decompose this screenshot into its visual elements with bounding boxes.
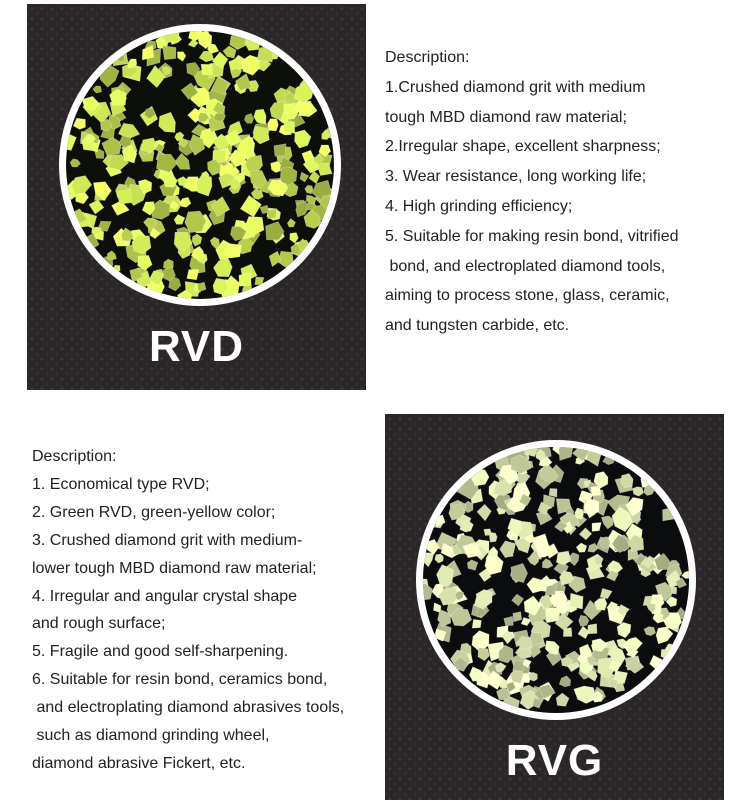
grit-crystal xyxy=(661,649,672,659)
rvg-description-line: 1. Economical type RVD; xyxy=(32,475,210,493)
grit-crystal xyxy=(255,277,264,285)
rvg-description xyxy=(32,443,344,778)
grit-crystal xyxy=(591,486,601,496)
grit-crystal xyxy=(117,53,125,62)
grit-crystal xyxy=(545,585,556,596)
rvg-description-line: 4. Irregular and angular crystal shape xyxy=(32,587,298,605)
rvd-description-line: 3. Wear resistance, long working life; xyxy=(385,168,647,186)
rvd-description-line: 1.Crushed diamond grit with medium xyxy=(385,78,646,96)
rvd-description-line: tough MBD diamond raw material; xyxy=(385,108,627,126)
rvd-description-line: 2.Irregular shape, excellent sharpness; xyxy=(385,138,661,156)
rvg-description-line: 2. Green RVD, green-yellow color; xyxy=(32,503,276,521)
grit-crystal xyxy=(267,119,278,131)
grit-crystal xyxy=(239,273,251,286)
rvd-description-line: aiming to process stone, glass, ceramic, xyxy=(385,287,670,305)
grit-crystal xyxy=(641,477,652,487)
grit-crystal xyxy=(513,661,525,672)
rvd-product-label: RVD xyxy=(148,322,245,371)
rvg-microscope-view xyxy=(416,440,696,720)
rvg-product-label: RVG xyxy=(505,736,604,785)
grit-crystal xyxy=(268,209,277,219)
grit-crystal xyxy=(92,227,102,235)
grit-crystal xyxy=(274,144,286,156)
rvg-description-line: 3. Crushed diamond grit with medium- xyxy=(32,531,303,549)
rvd-grit-photo xyxy=(59,24,341,306)
rvd-description-line: bond, and electroplated diamond tools, xyxy=(385,257,666,275)
rvg-description-line: and rough surface; xyxy=(32,615,166,633)
rvg-description-line: 5. Fragile and good self-sharpening. xyxy=(32,643,289,661)
rvd-description xyxy=(385,43,678,341)
grit-crystal xyxy=(472,619,481,628)
rvg-product-image xyxy=(385,414,724,800)
rvd-product-image xyxy=(27,4,366,390)
grit-crystal xyxy=(213,113,225,121)
grit-crystal xyxy=(162,46,175,60)
rvd-description-line: 5. Suitable for making resin bond, vitrified xyxy=(385,227,679,245)
rvd-description-line: Description: xyxy=(385,49,470,66)
rvd-microscope-view xyxy=(59,24,341,306)
rvg-description-line: Description: xyxy=(32,448,117,465)
rvd-description-line: and tungsten carbide, etc. xyxy=(385,317,570,335)
rvg-description-line: 6. Suitable for resin bond, ceramics bond, xyxy=(32,671,328,689)
rvg-description-line: and electroplating diamond abrasives tools, xyxy=(32,699,345,717)
rvg-description-line: such as diamond grinding wheel, xyxy=(32,727,270,745)
grit-crystal xyxy=(257,46,272,62)
rvg-description-line: lower tough MBD diamond raw material; xyxy=(32,559,317,577)
grit-crystal xyxy=(663,507,674,521)
rvd-description-line: 4. High grinding efficiency; xyxy=(385,197,573,215)
grit-crystal xyxy=(113,265,120,273)
rvg-description-line: diamond abrasive Fickert, etc. xyxy=(32,754,246,772)
grit-crystal xyxy=(549,489,557,498)
grit-crystal xyxy=(201,64,212,75)
grit-crystal xyxy=(117,189,131,204)
rvg-grit-photo xyxy=(416,440,696,720)
grit-crystal xyxy=(187,269,199,279)
